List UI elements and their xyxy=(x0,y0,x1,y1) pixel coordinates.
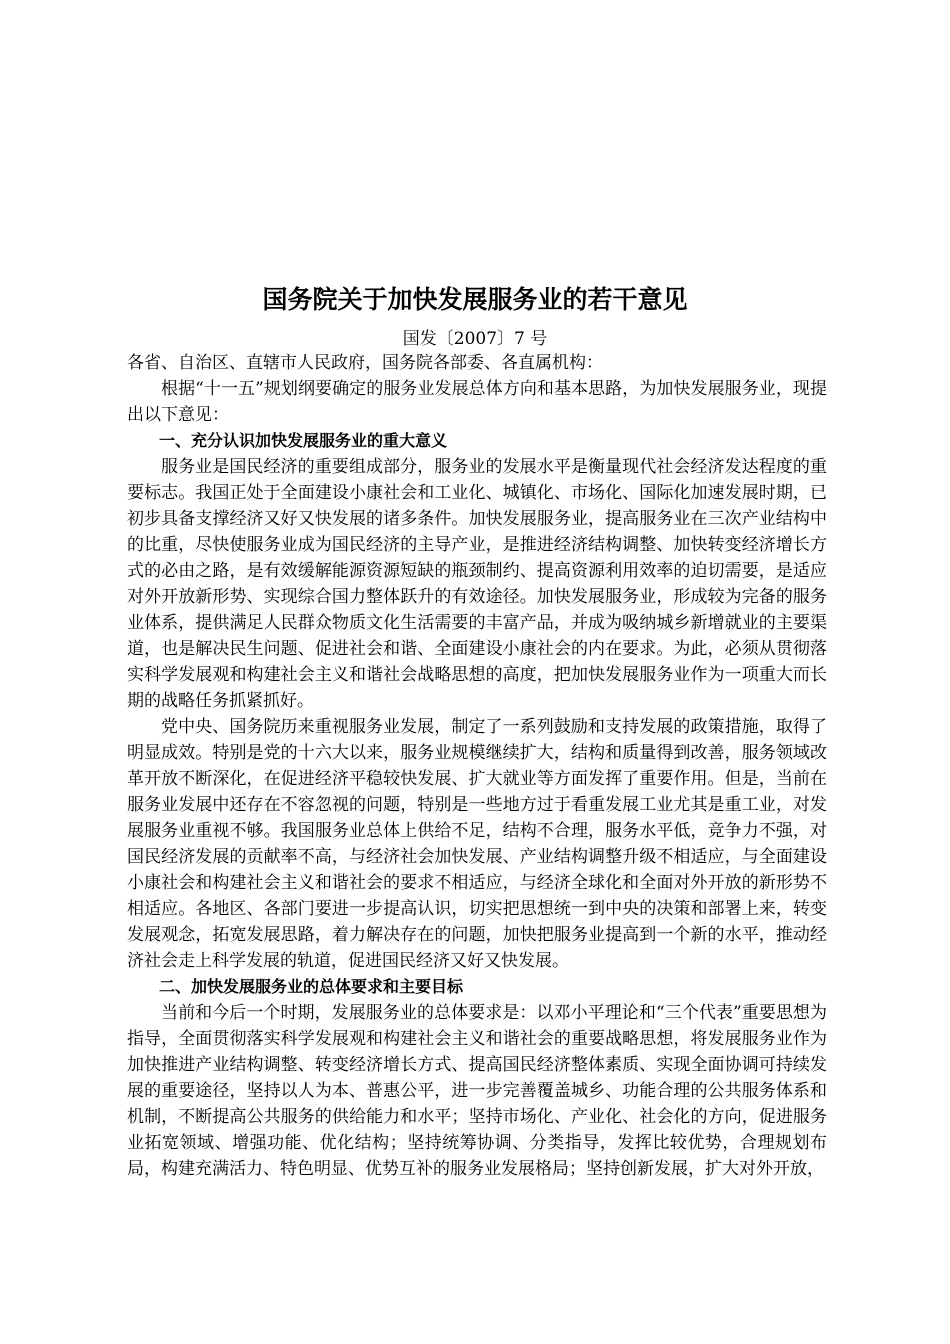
intro-paragraph: 根据“十一五”规划纲要确定的服务业发展总体方向和基本思路，为加快发展服务业，现提出以下意见： xyxy=(127,379,827,425)
section-heading-2: 二、加快发展服务业的总体要求和主要目标 xyxy=(159,977,464,996)
document-title: 国务院关于加快发展服务业的若干意见 xyxy=(262,285,688,314)
section-1-paragraph-1: 服务业是国民经济的重要组成部分，服务业的发展水平是衡量现代社会经济发达程度的重要标志。我国正处于全面建设小康社会和工业化、城镇化、市场化、国际化加速发展时期，已初步具备支撑经济又好又快发展的诸多条件。加快发展服务业，提高服务业在三次产业结构中的比重，尽快使服务业成为国民经济的主导产业，是推进经济结构调整、加快转变经济增长方式的必由之路，是有效缓解能源资源短缺的瓶颈制约、提高资源利用效率的迫切需要，是适应对外开放新形势、实现综合国力整体跃升的有效途径。加快发展服务业，形成较为完备的服务业体系，提供满足人民群众物质文化生活需要的丰富产品，并成为吸纳城乡新增就业的主要渠道，也是解决民生问题、促进社会和谐、全面建设小康社会的内在要求。为此，必须从贯彻落实科学发展观和构建社会主义和谐社会战略思想的高度，把加快发展服务业作为一项重大而长期的战略任务抓紧抓好。 xyxy=(127,457,827,711)
salutation: 各省、自治区、直辖市人民政府，国务院各部委、各直属机构： xyxy=(127,353,603,373)
section-heading-1: 一、充分认识加快发展服务业的重大意义 xyxy=(159,431,448,450)
section-2-paragraph-1: 当前和今后一个时期，发展服务业的总体要求是：以邓小平理论和“三个代表”重要思想为指导，全面贯彻落实科学发展观和构建社会主义和谐社会的重要战略思想，将发展服务业作为加快推进产业结构调整、转变经济增长方式、提高国民经济整体素质、实现全面协调可持续发展的重要途径，坚持以人为本、普惠公平，进一步完善覆盖城乡、功能合理的公共服务体系和机制，不断提高公共服务的供给能力和水平；坚持市场化、产业化、社会化的方向，促进服务业拓宽领域、增强功能、优化结构；坚持统筹协调、分类指导，发挥比较优势，合理规划布局，构建充满活力、特色明显、优势互补的服务业发展格局；坚持创新发展，扩大对外开放， xyxy=(127,1003,827,1179)
section-1-paragraph-2: 党中央、国务院历来重视服务业发展，制定了一系列鼓励和支持发展的政策措施，取得了明显成效。特别是党的十六大以来，服务业规模继续扩大，结构和质量得到改善，服务领域改革开放不断深化，在促进经济平稳较快发展、扩大就业等方面发挥了重要作用。但是，当前在服务业发展中还存在不容忽视的问题，特别是一些地方过于看重发展工业尤其是重工业，对发展服务业重视不够。我国服务业总体上供给不足，结构不合理，服务水平低，竞争力不强，对国民经济发展的贡献率不高，与经济社会加快发展、产业结构调整升级不相适应，与全面建设小康社会和构建社会主义和谐社会的要求不相适应，与经济全球化和全面对外开放的新形势不相适应。各地区、各部门要进一步提高认识，切实把思想统一到中央的决策和部署上来，转变发展观念，拓宽发展思路，着力解决存在的问题，加快把服务业提高到一个新的水平，推动经济社会走上科学发展的轨道，促进国民经济又好又快发展。 xyxy=(127,717,827,971)
document-body xyxy=(127,350,827,1182)
document-number: 国发〔2007〕7 号 xyxy=(402,329,548,349)
